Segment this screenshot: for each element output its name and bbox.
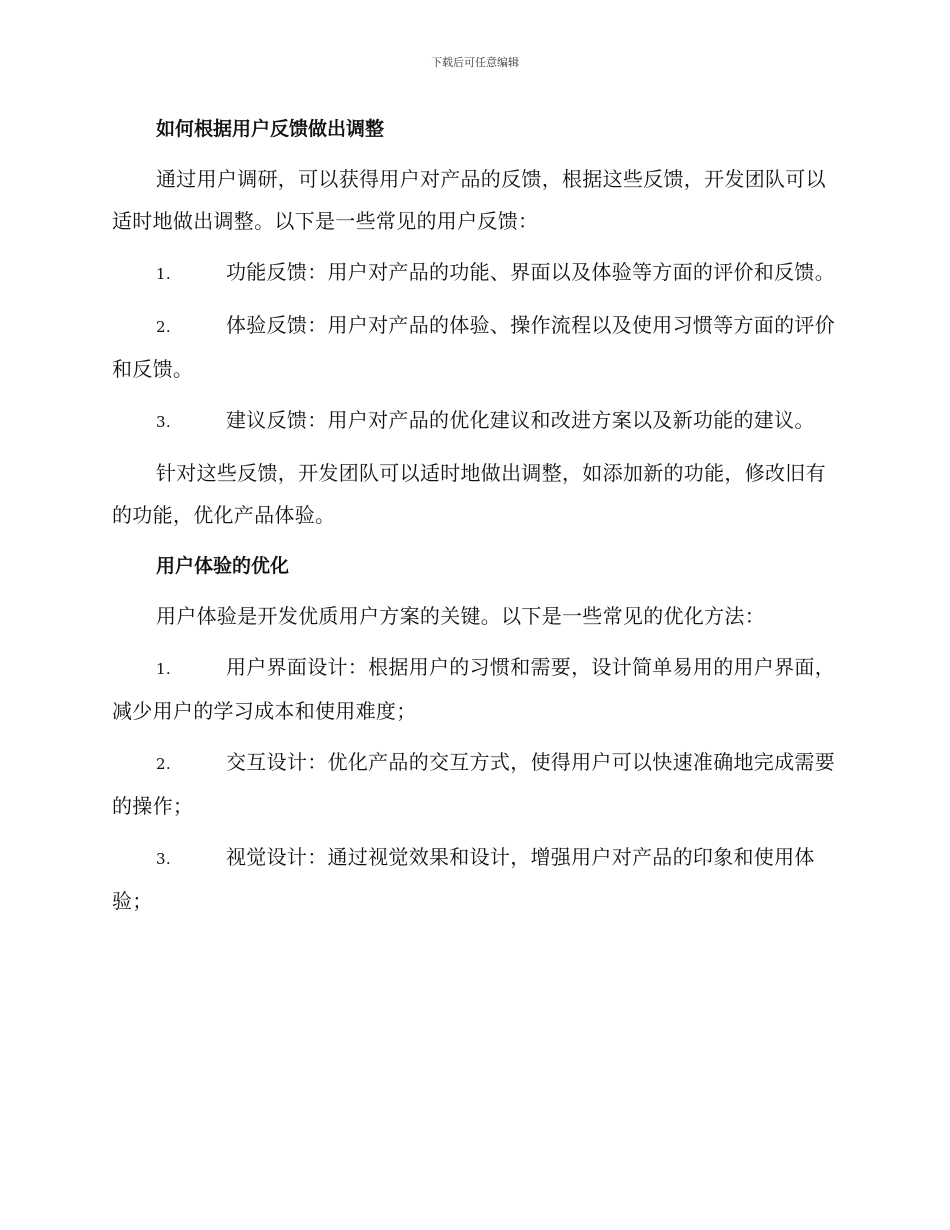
list-item-number: 1. (156, 660, 171, 678)
section-heading-ux: 用户体验的优化 (156, 555, 290, 577)
list-item (112, 646, 837, 732)
list-item-text: 视觉设计：通过视觉效果和设计，增强用户对产品的印象和使用体验； (112, 845, 815, 913)
list-item (112, 251, 837, 295)
list-item-text: 体验反馈：用户对产品的体验、操作流程以及使用习惯等方面的评价和反馈。 (112, 313, 835, 381)
list-item (112, 741, 837, 827)
list-item-text: 用户界面设计：根据用户的习惯和需要，设计简单易用的用户界面，减少用户的学习成本和使用难度； (112, 655, 835, 723)
list-item-number: 3. (156, 413, 171, 431)
list-item-text: 建议反馈：用户对产品的优化建议和改进方案以及新功能的建议。 (226, 408, 815, 432)
section-intro-feedback: 通过用户调研，可以获得用户对产品的反馈，根据这些反馈，开发团队可以适时地做出调整。以下是一些常见的用户反馈： (112, 167, 826, 233)
section-heading-feedback: 如何根据用户反馈做出调整 (156, 118, 385, 140)
list-item (112, 399, 837, 443)
list-item-text: 功能反馈：用户对产品的功能、界面以及体验等方面的评价和反馈。 (226, 260, 835, 284)
list-item-number: 3. (156, 850, 171, 868)
section-intro-ux: 用户体验是开发优质用户方案的关键。以下是一些常见的优化方法： (156, 604, 765, 628)
page-header: 下载后可任意编辑 (431, 56, 519, 69)
list-item-number: 2. (156, 755, 171, 773)
list-item (112, 836, 837, 922)
document-body (112, 108, 837, 931)
list-item-number: 2. (156, 318, 171, 336)
section-conclusion-feedback: 针对这些反馈，开发团队可以适时地做出调整，如添加新的功能，修改旧有的功能，优化产品体验。 (112, 461, 826, 527)
list-item (112, 304, 837, 390)
list-item-number: 1. (156, 265, 171, 283)
list-item-text: 交互设计：优化产品的交互方式，使得用户可以快速准确地完成需要的操作； (112, 750, 835, 818)
